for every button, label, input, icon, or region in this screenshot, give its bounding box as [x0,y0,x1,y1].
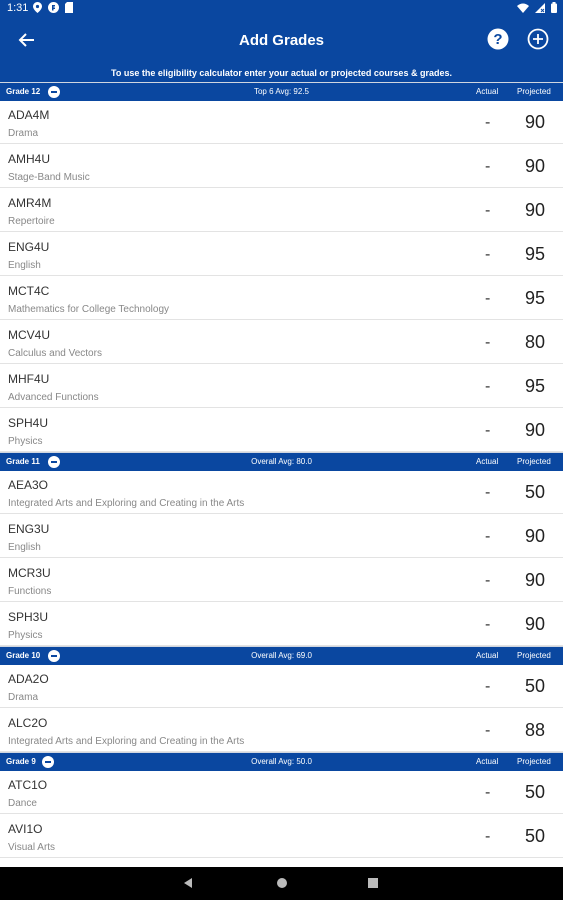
projected-grade: 80 [524,332,546,352]
grade-9-header [0,752,563,771]
projected-column-label: Projected [517,651,551,660]
course-name: Calculus and Vectors [8,348,102,359]
course-name: Dance [8,798,37,809]
status-bar [0,0,563,17]
projected-grade: 95 [524,288,546,308]
actual-grade: - [485,784,491,801]
course-row[interactable] [0,515,563,558]
sd-card-icon [65,2,73,13]
projected-grade: 88 [524,720,546,740]
grade-11-header [0,452,563,471]
actual-grade: - [485,616,491,633]
actual-grade: - [485,202,491,219]
actual-grade: - [485,114,491,131]
app-notification-icon [48,2,59,13]
actual-grade: - [485,722,491,739]
grade-12-header [0,82,563,101]
course-name: Integrated Arts and Exploring and Creating in the Arts [8,736,245,747]
nav-home-icon[interactable] [277,878,287,888]
course-row[interactable] [0,101,563,144]
course-row[interactable] [0,409,563,452]
projected-column-label: Projected [517,457,551,466]
course-row[interactable] [0,709,563,752]
course-name: Advanced Functions [8,392,99,403]
actual-grade: - [485,422,491,439]
course-name: Repertoire [8,216,55,227]
course-row[interactable] [0,321,563,364]
course-row[interactable] [0,559,563,602]
projected-grade: 90 [524,420,546,440]
course-name: English [8,542,41,553]
app-bar [0,17,563,64]
course-name: Physics [8,436,43,447]
course-row[interactable] [0,665,563,708]
course-name: Functions [8,586,52,597]
course-name: English [8,260,41,271]
projected-grade: 90 [524,156,546,176]
actual-column-label: Actual [476,757,499,766]
course-code: MCV4U [8,328,51,342]
grade-label: Grade 12 [6,87,41,96]
course-name: Physics [8,630,43,641]
projected-grade: 95 [524,376,546,396]
actual-grade: - [485,334,491,351]
actual-column-label: Actual [476,651,499,660]
signal-icon [535,3,545,13]
actual-grade: - [485,246,491,263]
grade-10-header [0,646,563,665]
course-code: MCT4C [8,284,50,298]
course-code: AMH4U [8,152,51,166]
course-code: ADA2O [8,672,49,686]
course-code: ENG4U [8,240,50,254]
course-name: Drama [8,692,39,703]
course-code: ENG3U [8,522,50,536]
course-name: Integrated Arts and Exploring and Creating in the Arts [8,498,245,509]
grade-label: Grade 10 [6,651,41,660]
course-row[interactable] [0,471,563,514]
course-code: MHF4U [8,372,50,386]
actual-column-label: Actual [476,87,499,96]
course-code: ADA4M [8,108,50,122]
grade-average: Overall Avg: 80.0 [251,457,312,466]
projected-grade: 90 [524,614,546,634]
projected-grade: 90 [524,200,546,220]
actual-grade: - [485,484,491,501]
course-row[interactable] [0,145,563,188]
help-icon[interactable] [487,28,509,50]
grade-label: Grade 11 [6,457,40,466]
course-row[interactable] [0,189,563,232]
actual-grade: - [485,678,491,695]
projected-grade: 50 [524,482,546,502]
grade-average: Overall Avg: 50.0 [251,757,312,766]
course-row[interactable] [0,815,563,858]
projected-grade: 95 [524,244,546,264]
course-code: MCR3U [8,566,51,580]
projected-grade: 90 [524,526,546,546]
course-name: Drama [8,128,39,139]
page-title: Add Grades [238,32,325,49]
system-nav-bar [0,867,563,900]
actual-grade: - [485,572,491,589]
course-code: SPH3U [8,610,49,624]
instruction-banner: To use the eligibility calculator enter your actual or projected courses & grades. [0,64,563,82]
actual-grade: - [485,828,491,845]
grade-label: Grade 9 [6,757,36,766]
location-icon [33,2,42,13]
add-course-icon[interactable] [527,28,549,50]
course-row[interactable] [0,233,563,276]
projected-column-label: Projected [517,757,551,766]
course-code: ALC2O [8,716,48,730]
course-row[interactable] [0,365,563,408]
course-row[interactable] [0,603,563,646]
svg-text:?: ? [493,31,503,48]
grade-average: Top 6 Avg: 92.5 [253,87,309,96]
course-code: AVI1O [8,822,43,836]
course-row[interactable] [0,277,563,320]
course-name: Visual Arts [8,842,56,853]
battery-icon [551,2,557,13]
course-name: Mathematics for College Technology [8,304,170,315]
course-name: Stage-Band Music [8,172,90,183]
actual-column-label: Actual [476,457,499,466]
grade-average: Overall Avg: 69.0 [251,651,312,660]
course-code: AMR4M [8,196,52,210]
nav-back-icon[interactable] [184,878,192,888]
actual-grade: - [485,290,491,307]
projected-grade: 50 [524,676,546,696]
projected-grade: 50 [524,782,546,802]
course-code: ATC1O [8,778,48,792]
status-time: 1:31 [7,2,29,14]
actual-grade: - [485,158,491,175]
projected-grade: 90 [524,112,546,132]
projected-column-label: Projected [517,87,551,96]
actual-grade: - [485,378,491,395]
course-code: SPH4U [8,416,49,430]
projected-grade: 90 [524,570,546,590]
course-row[interactable] [0,771,563,814]
nav-recents-icon[interactable] [368,878,378,888]
wifi-icon [517,3,529,13]
course-code: AEA3O [8,478,49,492]
actual-grade: - [485,528,491,545]
projected-grade: 50 [524,826,546,846]
